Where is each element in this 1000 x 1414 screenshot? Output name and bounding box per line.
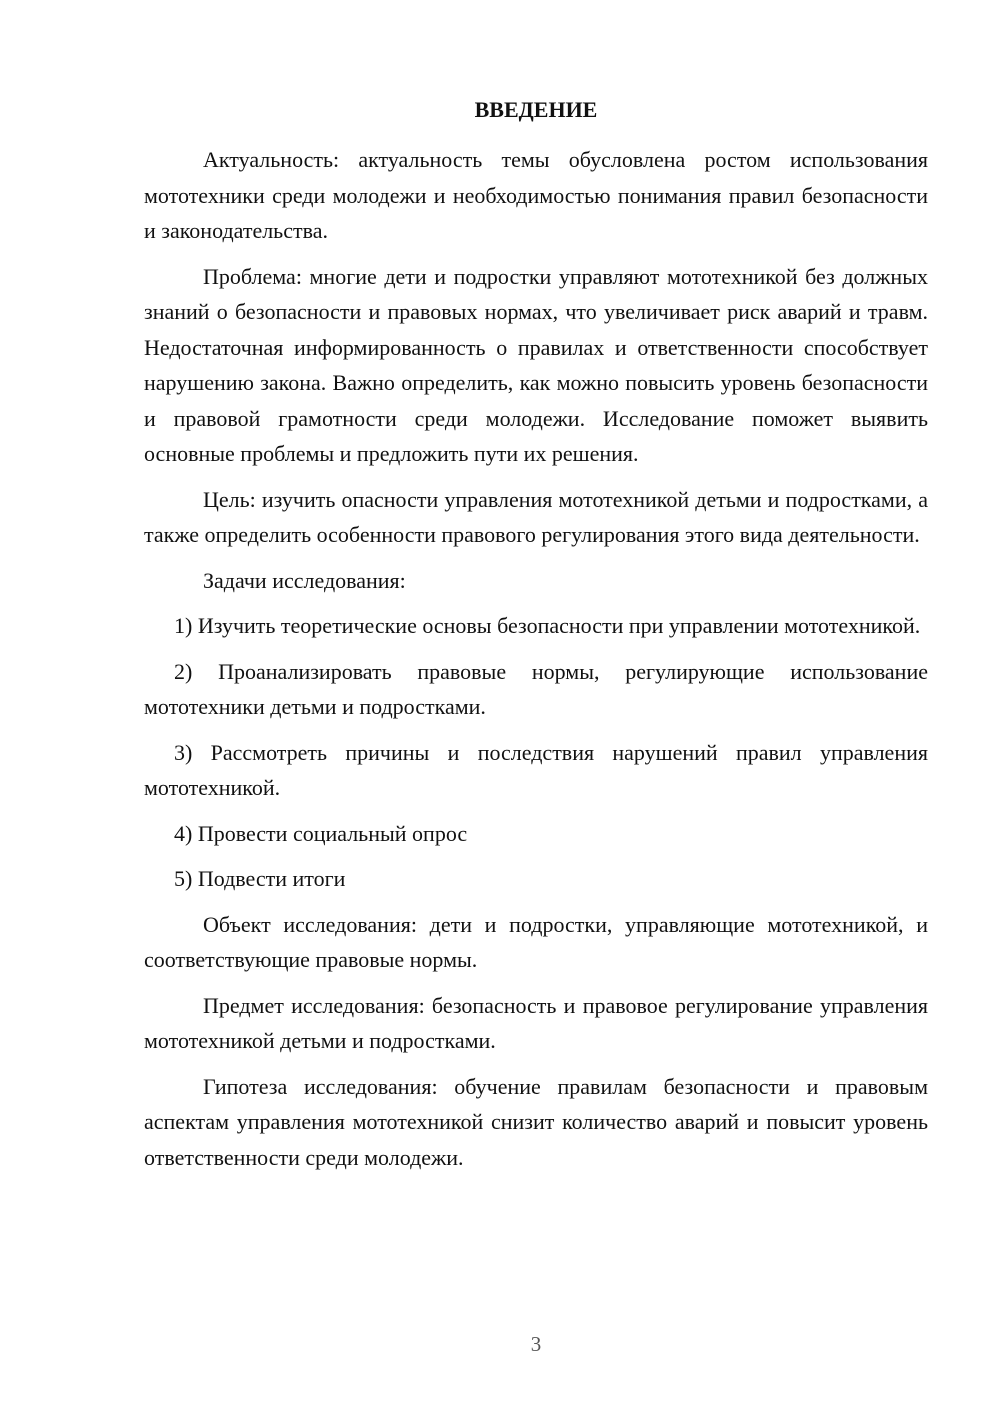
paragraph-subject: Предмет исследования: безопасность и правовое регулирование управления мототехникой детьми и подростками.	[144, 992, 928, 1053]
paragraph-object: Объект исследования: дети и подростки, управляющие мототехникой, и соответствующие правовые нормы.	[144, 911, 928, 972]
task-item: 4) Провести социальный опрос	[174, 820, 468, 846]
paragraph-problem: Проблема: многие дети и подростки управляют мототехникой без должных знаний о безопасности и правовых нормах, что увеличивает риск аварий и травм. Недостаточная информированность о правилах и ответственности способствует нарушению закона. Важно определить, как можно повысить уровень безопасности и правовой грамотности среди молодежи. Исследование поможет выявить основные проблемы и предложить пути их решения.	[144, 263, 928, 466]
task-item: 5) Подвести итоги	[174, 866, 346, 891]
page-number: 3	[530, 1332, 542, 1356]
document-body	[144, 142, 928, 1185]
tasks-title: Задачи исследования:	[203, 567, 406, 593]
paragraph-goal: Цель: изучить опасности управления мототехникой детьми и подростками, а также определить особенности правового регулирования этого вида деятельности.	[144, 486, 928, 547]
task-item: 3) Рассмотреть причины и последствия нарушений правил управления мототехникой.	[144, 739, 928, 800]
section-heading: ВВЕДЕНИЕ	[474, 97, 598, 122]
paragraph-relevance: Актуальность: актуальность темы обусловлена ростом использования мототехники среди молодежи и необходимостью понимания правил безопасности и законодательства.	[144, 147, 928, 243]
task-item: 1) Изучить теоретические основы безопасности при управлении мототехникой.	[174, 613, 921, 638]
paragraph-hypothesis: Гипотеза исследования: обучение правилам безопасности и правовым аспектам управления мототехникой снизит количество аварий и повысит уровень ответственности среди молодежи.	[144, 1073, 928, 1170]
task-item: 2) Проанализировать правовые нормы, регулирующие использование мототехники детьми и подростками.	[144, 658, 928, 719]
